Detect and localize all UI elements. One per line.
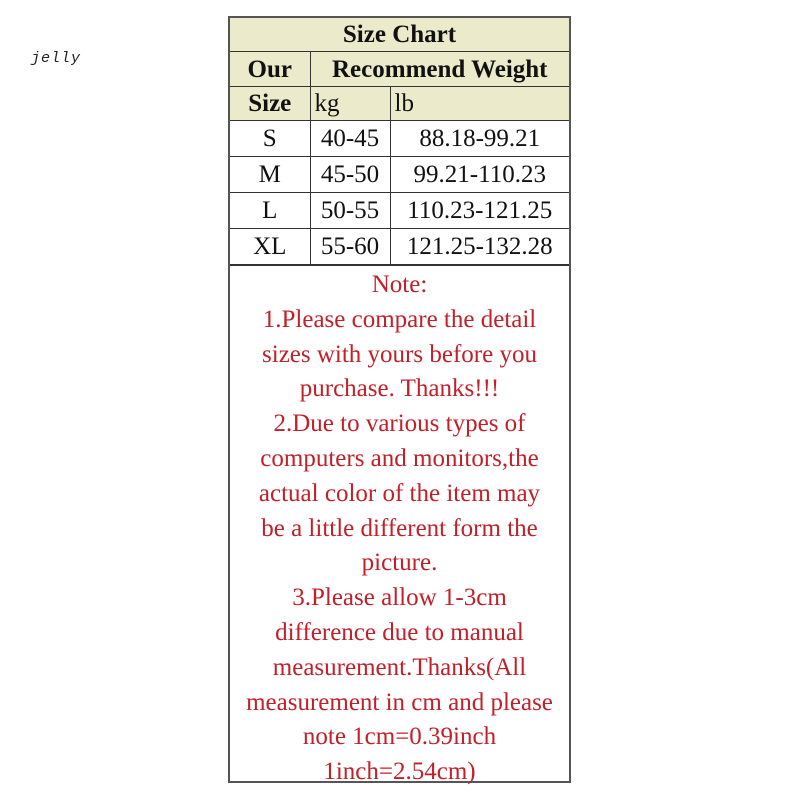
note-line: measurement in cm and please bbox=[246, 688, 553, 716]
size-cell: M bbox=[230, 157, 310, 193]
kg-cell: 50-55 bbox=[310, 193, 390, 229]
recommend-weight-label: Recommend Weight bbox=[310, 52, 569, 87]
note-line: 1inch=2.54cm) bbox=[323, 758, 476, 786]
table-row bbox=[230, 193, 569, 229]
unit-row bbox=[230, 87, 569, 121]
note-section bbox=[230, 265, 569, 790]
header-row bbox=[230, 52, 569, 87]
note-line: measurement.Thanks(All bbox=[272, 653, 527, 681]
size-cell: S bbox=[230, 121, 310, 157]
note-line: be a little different form the bbox=[261, 514, 538, 542]
size-cell: XL bbox=[230, 229, 310, 265]
kg-label: kg bbox=[310, 87, 390, 121]
chart-title: Size Chart bbox=[230, 18, 569, 52]
watermark-text: jelly bbox=[31, 50, 82, 67]
lb-cell: 99.21-110.23 bbox=[390, 157, 569, 193]
kg-cell: 40-45 bbox=[310, 121, 390, 157]
size-cell: L bbox=[230, 193, 310, 229]
table-row bbox=[230, 229, 569, 265]
our-label: Our bbox=[230, 52, 310, 87]
size-table bbox=[230, 18, 569, 265]
note-line: purchase. Thanks!!! bbox=[299, 375, 500, 403]
title-row bbox=[230, 18, 569, 52]
note-line: actual color of the item may bbox=[258, 479, 541, 507]
table-row bbox=[230, 121, 569, 157]
note-line: difference due to manual bbox=[275, 618, 524, 646]
table-row bbox=[230, 157, 569, 193]
note-heading: Note: bbox=[371, 271, 428, 298]
note-line: sizes with yours before you bbox=[262, 340, 537, 368]
kg-cell: 55-60 bbox=[310, 229, 390, 265]
lb-label: lb bbox=[390, 87, 569, 121]
note-line: picture. bbox=[361, 549, 438, 577]
note-line: note 1cm=0.39inch bbox=[302, 723, 497, 751]
note-line: 3.Please allow 1-3cm bbox=[292, 584, 507, 612]
kg-cell: 45-50 bbox=[310, 157, 390, 193]
size-label: Size bbox=[230, 87, 310, 121]
lb-cell: 88.18-99.21 bbox=[390, 121, 569, 157]
lb-cell: 110.23-121.25 bbox=[390, 193, 569, 229]
size-chart bbox=[228, 16, 571, 786]
note-line: computers and monitors,the bbox=[260, 444, 539, 472]
note-line: 2.Due to various types of bbox=[273, 410, 526, 438]
lb-cell: 121.25-132.28 bbox=[390, 229, 569, 265]
note-line: 1.Please compare the detail bbox=[262, 305, 537, 333]
